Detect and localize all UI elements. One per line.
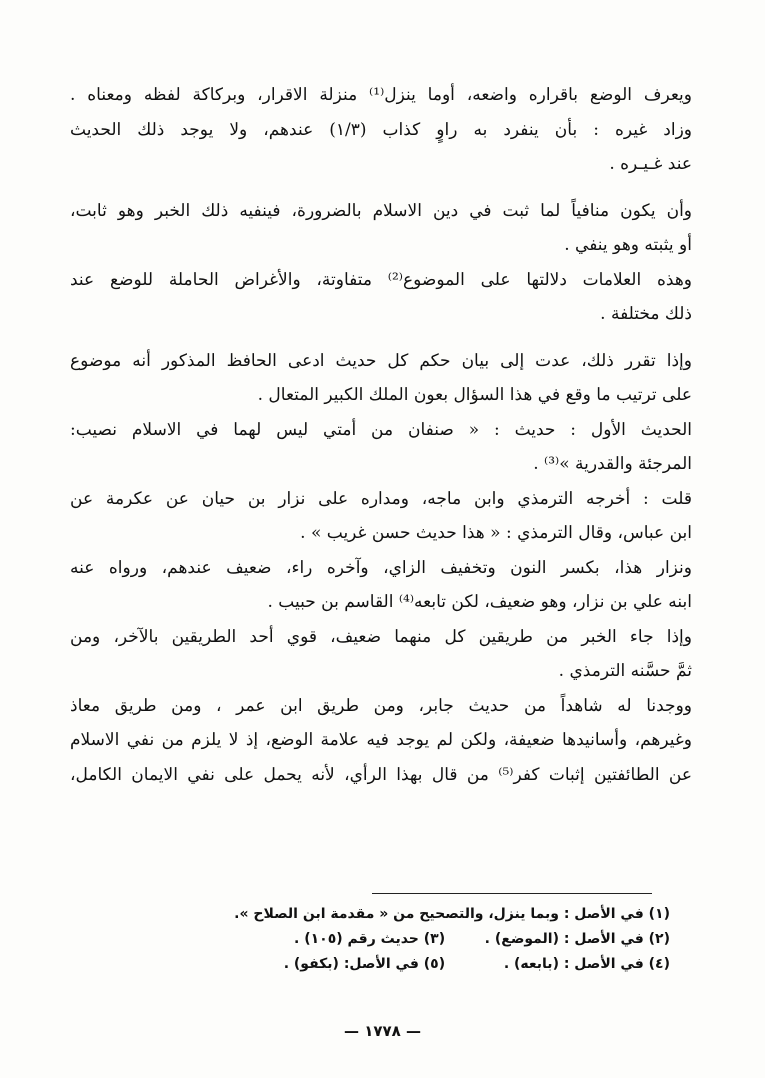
main-text-block xyxy=(70,78,692,792)
text-line: الحديث الأول : حديث : « صنفان من أمتي ليس لهما في الاسلام نصيب: xyxy=(70,419,692,440)
footnote-4: (٤) في الأصل : (بابعه) . xyxy=(503,956,670,972)
text-line: ووجدنا له شاهداً من حديث جابر، ومن طريق ابن عمر ، ومن طريق معاذ xyxy=(70,695,692,716)
text-line: وزاد غيره : بأن ينفرد به راوٍ كذاب (١/٣) عندهم، ولا يوجد ذلك الحديث xyxy=(70,119,692,140)
text-line: على ترتيب ما وقع في هذا السؤال بعون الملك الكبير المتعال . xyxy=(257,385,692,405)
footnote-5: (٥) في الأصل: (بكفو) . xyxy=(283,956,446,972)
footnote-2: (٢) في الأصل : (الموضع) . xyxy=(484,931,670,947)
text-line: ابنه علي بن نزار، وهو ضعيف، لكن تابعه⁽⁴⁾ القاسم بن حبيب . xyxy=(267,592,692,612)
text-line: ونزار هذا، بكسر النون وتخفيف الزاي، وآخره راء، ضعيف عندهم، ورواه عنه xyxy=(70,557,692,578)
footnote-row xyxy=(150,902,670,927)
footnotes xyxy=(150,902,670,977)
page-number: — ١٧٧٨ — xyxy=(343,1022,422,1040)
footnote-divider xyxy=(372,893,652,894)
text-line: عن الطائفتين إثبات كفر⁽⁵⁾ من قال بهذا الرأي، لأنه يحمل على نفي الايمان الكامل، xyxy=(70,764,692,785)
text-line: أو يثبته وهو ينفي . xyxy=(564,235,692,255)
text-line: وإذا جاء الخبر من طريقين كل منهما ضعيف، قوي أحد الطريقين بالآخر، ومن xyxy=(70,626,692,647)
text-line: المرجئة والقدرية »⁽³⁾ . xyxy=(533,454,692,474)
text-line: ويعرف الوضع باقراره واضعه، أوما ينزل⁽¹⁾ منزلة الاقرار، وبركاكة لفظه ومعناه . xyxy=(70,85,692,105)
text-line: وأن يكون منافياً لما ثبت في دين الاسلام بالضرورة، فينفيه ذلك الخبر وهو ثابت، xyxy=(70,200,692,221)
text-line: وغيرهم، وأسانيدها ضعيفة، ولكن لم يوجد فيه علامة الوضع، إذ لا يلزم من نفي الاسلام xyxy=(70,730,692,750)
footnote-1: (١) في الأصل : وبما ينزل، والتصحيح من « مقدمة ابن الصلاح ». xyxy=(234,906,670,922)
text-line: وإذا تقرر ذلك، عدت إلى بيان حكم كل حديث ادعى الحافظ المذكور أنه موضوع xyxy=(70,350,692,371)
text-line: وهذه العلامات دلالتها على الموضوع⁽²⁾ متفاوتة، والأغراض الحاملة للوضع عند xyxy=(70,269,692,290)
footnote-row xyxy=(150,952,670,977)
text-line: عند غـيـره . xyxy=(609,154,692,174)
text-line: قلت : أخرجه الترمذي وابن ماجه، ومداره على نزار بن حيان عن عكرمة عن xyxy=(70,488,692,509)
footnote-3: (٣) حديث رقم (١٠٥) . xyxy=(294,931,446,947)
text-line: ثمَّ حسَّنه الترمذي . xyxy=(558,661,692,681)
text-line: ابن عباس، وقال الترمذي : « هذا حديث حسن غريب » . xyxy=(300,523,692,543)
text-line: ذلك مختلفة . xyxy=(600,304,692,324)
footnote-row xyxy=(150,927,670,952)
